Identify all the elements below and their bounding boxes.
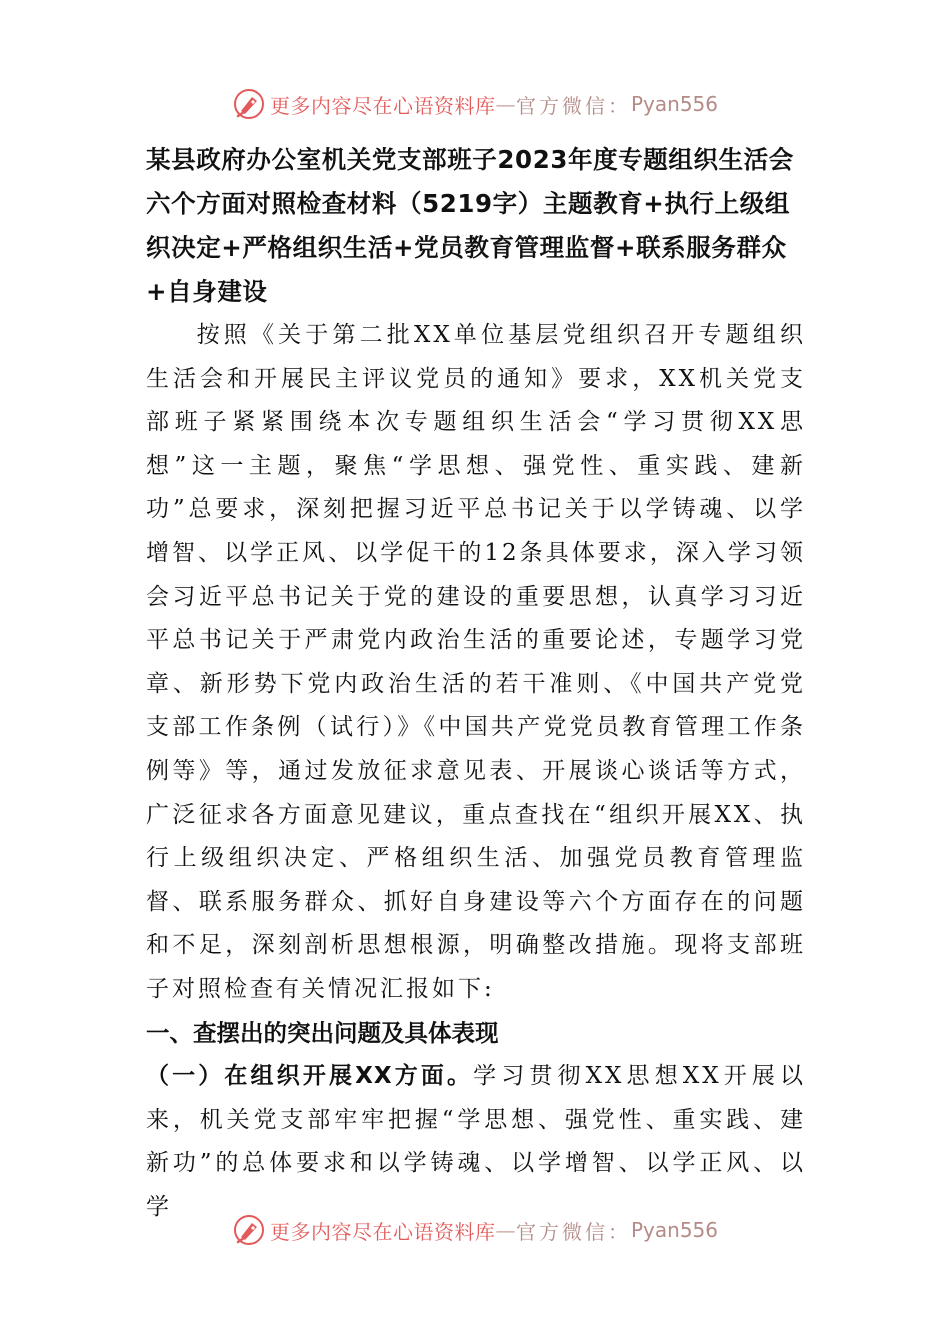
pen-nib-circle-icon <box>232 1213 266 1247</box>
watermark-brand: 更多内容尽在心语资料库 <box>269 93 496 118</box>
watermark-wechat-id: Pyan556 <box>630 92 718 116</box>
watermark-brand: 更多内容尽在心语资料库 <box>269 1219 496 1244</box>
watermark-footer <box>0 1210 950 1250</box>
watermark-separator: — <box>495 1218 516 1242</box>
document-body <box>146 138 806 1229</box>
subsection-lead: （一）在组织开展XX方面。 <box>146 1063 474 1090</box>
subsection-text: 学习贯彻XX思想XX开展以来，机关党支部牢牢把握“学思想、强党性、重实践、建新功”的总体要求和以学铸魂、以学增智、以学正风、以学 <box>146 1063 806 1220</box>
watermark-separator: — <box>495 92 516 116</box>
watermark-wechat-id: Pyan556 <box>630 1218 718 1242</box>
section-heading: 一、查摆出的突出问题及具体表现 <box>146 1018 499 1047</box>
pen-nib-circle-icon <box>232 87 266 121</box>
subsection-paragraph <box>146 1055 806 1229</box>
watermark-header <box>0 84 950 124</box>
watermark-label: 官方微信： <box>515 1219 631 1244</box>
intro-paragraph: 按照《关于第二批XX单位基层党组织召开专题组织生活会和开展民主评议党员的通知》要求，XX机关党支部班子紧紧围绕本次专题组织生活会“学习贯彻XX思想”这一主题，聚焦“学思想、强党性、重实践、建新功”总要求，深刻把握习近平总书记关于以学铸魂、以学增智、以学正风、以学促干的12条具体要求，深入学习领会习近平总书记关于党的建设的重要思想，认真学习习近平总书记关于严肃党内政治生活的重要论述，专题学习党章、新形势下党内政治生活的若干准则、《中国共产党党支部工作条例（试行）》《中国共产党党员教育管理工作条例等》等，通过发放征求意见表、开展谈心谈话等方式，广泛征求各方面意见建议，重点查找在“组织开展XX、执行上级组织决定、严格组织生活、加强党员教育管理监督、联系服务群众、抓好自身建设等六个方面存在的问题和不足，深刻剖析思想根源，明确整改措施。现将支部班子对照检查有关情况汇报如下: <box>146 322 806 1002</box>
watermark-label: 官方微信： <box>515 93 631 118</box>
document-title: 某县政府办公室机关党支部班子2023年度专题组织生活会六个方面对照检查材料（5219字）主题教育+执行上级组织决定+严格组织生活+党员教育管理监督+联系服务群众+自身建设 <box>146 145 794 306</box>
